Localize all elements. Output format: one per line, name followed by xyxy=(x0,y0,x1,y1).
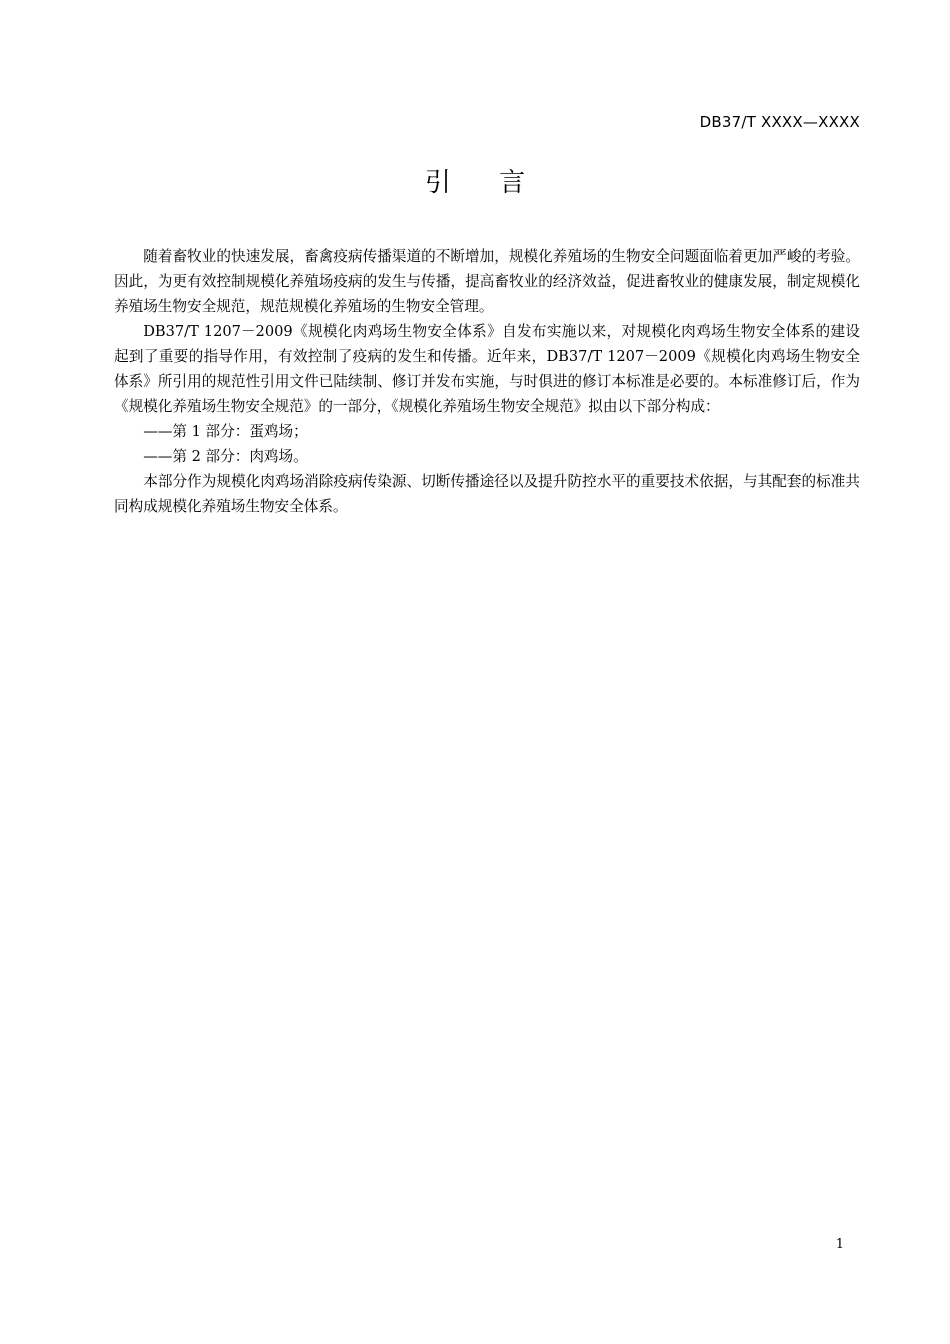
body-text xyxy=(114,244,860,519)
section-title: 引 言 xyxy=(424,168,546,198)
list-item-part-2: ——第 2 部分：肉鸡场。 xyxy=(143,448,308,465)
paragraph-purpose: 本部分作为规模化肉鸡场消除疫病传染源、切断传播途径以及提升防控水平的重要技术依据，与其配套的标准共同构成规模化养殖场生物安全体系。 xyxy=(114,473,860,515)
document-number: DB37/T XXXX—XXXX xyxy=(699,113,860,131)
list-item-part-1: ——第 1 部分：蛋鸡场； xyxy=(143,423,308,440)
paragraph-revision: DB37/T 1207－2009《规模化肉鸡场生物安全体系》自发布实施以来，对规模化肉鸡场生物安全体系的建设起到了重要的指导作用，有效控制了疫病的发生和传播。近年来，DB37/T 1207－2009《规模化肉鸡场生物安全体系》所引用的规范性引用文件已陆续制、修订并发布实施，与时俱进的修订本标准是必要的。本标准修订后，作为《规模化养殖场生物安全规范》的一部分，《规模化养殖场生物安全规范》拟由以下部分构成： xyxy=(114,323,860,415)
page-number: 1 xyxy=(835,1237,844,1252)
paragraph-background: 随着畜牧业的快速发展，畜禽疫病传播渠道的不断增加，规模化养殖场的生物安全问题面临着更加严峻的考验。因此，为更有效控制规模化养殖场疫病的发生与传播，提高畜牧业的经济效益，促进畜牧业的健康发展，制定规模化养殖场生物安全规范，规范规模化养殖场的生物安全管理。 xyxy=(114,248,860,315)
